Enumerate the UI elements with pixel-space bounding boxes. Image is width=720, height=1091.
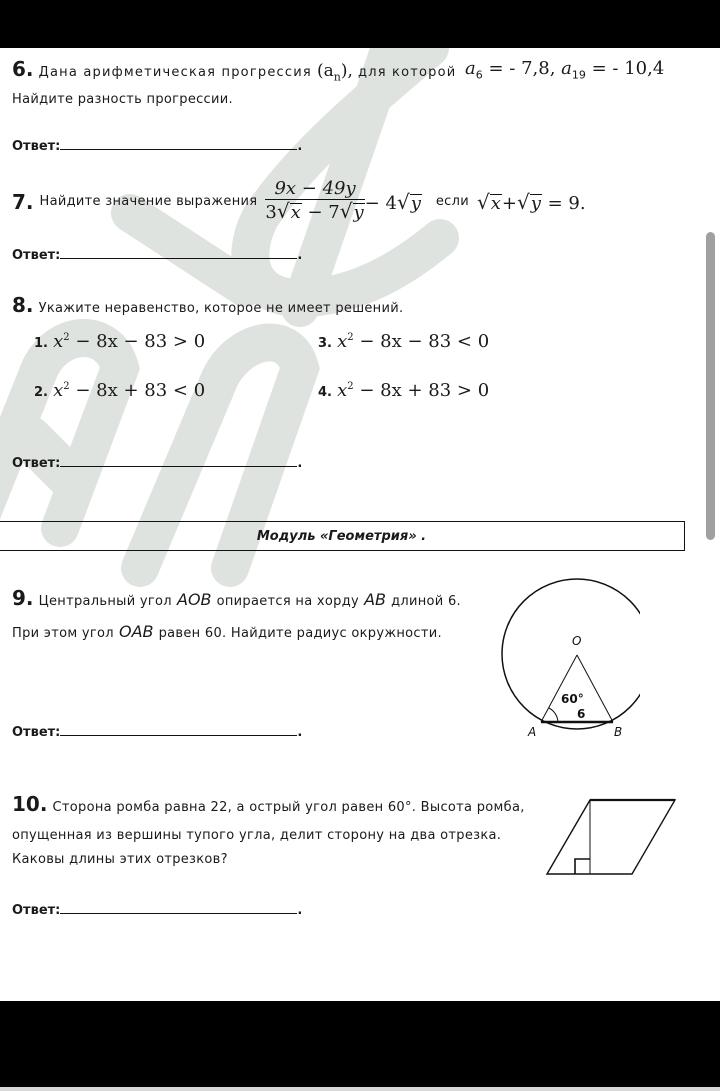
question-text: При этом угол	[12, 626, 114, 641]
option-rest: − 8x − 83 > 0	[69, 331, 206, 352]
question-text: Сторона ромба равна 22, а острый угол равен 60°. Высота ромба,	[52, 800, 525, 815]
question-10	[12, 792, 525, 816]
answer-label: Ответ:	[12, 139, 61, 154]
option-exponent: 2	[63, 381, 70, 392]
sequence-open: (a	[316, 61, 334, 81]
option-rest: − 8x − 83 < 0	[353, 331, 490, 352]
question-text: Укажите неравенство, которое не имеет решений.	[38, 301, 404, 316]
answer-line[interactable]	[60, 454, 297, 467]
answer-end: .	[297, 903, 303, 918]
answer-field-8[interactable]	[12, 454, 302, 471]
answer-field-7[interactable]	[12, 246, 302, 263]
option-var: x	[337, 380, 348, 401]
question-text-mid: для которой	[358, 65, 457, 80]
sequence-close: ),	[340, 61, 353, 81]
scrollbar-thumb[interactable]	[706, 232, 715, 540]
option-1[interactable]	[34, 331, 205, 352]
answer-end: .	[297, 139, 303, 154]
angle-oab: OAB	[119, 622, 154, 641]
circle-figure	[500, 576, 640, 738]
question-10-line2: опущенная из вершины тупого угла, делит сторону на два отрезка.	[12, 828, 502, 843]
answer-end: .	[297, 725, 303, 740]
cond-x: x	[490, 192, 501, 214]
term-a19: a	[561, 58, 572, 79]
question-text: опирается на хорду	[216, 594, 359, 609]
sequence-subscript: n	[333, 70, 341, 84]
option-2[interactable]	[34, 380, 205, 401]
circle	[502, 579, 640, 729]
question-number: 6.	[12, 57, 34, 81]
question-10-line3: Каковы длины этих отрезков?	[12, 852, 228, 867]
angle-aob: AOB	[177, 590, 212, 609]
answer-label: Ответ:	[12, 725, 61, 740]
answer-field-6[interactable]	[12, 137, 302, 154]
fraction-denominator	[265, 200, 364, 224]
fraction-expression	[265, 179, 364, 224]
answer-end: .	[297, 456, 303, 471]
option-number: 1.	[34, 336, 48, 351]
answer-line[interactable]	[60, 137, 297, 150]
question-8	[12, 293, 403, 317]
minus-term: − 4	[364, 192, 397, 214]
term-a19-value: = - 10,4	[585, 58, 665, 79]
sqrt-symbol: √	[516, 189, 530, 214]
question-7	[12, 179, 586, 224]
equals-9: = 9.	[541, 192, 586, 214]
radius-oa	[541, 655, 577, 722]
option-number: 3.	[318, 336, 332, 351]
option-3[interactable]	[318, 331, 489, 352]
term-a19-index: 19	[571, 68, 586, 82]
condition-word: если	[435, 194, 469, 209]
question-number: 8.	[12, 293, 34, 317]
expression-tail	[365, 190, 422, 214]
option-rest: − 8x + 83 > 0	[353, 380, 490, 401]
answer-label: Ответ:	[12, 903, 61, 918]
option-exponent: 2	[347, 332, 354, 343]
question-9	[12, 586, 461, 610]
bottom-strip	[0, 1087, 720, 1091]
term-a6-index: 6	[475, 68, 483, 82]
rhombus	[547, 800, 675, 874]
answer-line[interactable]	[60, 723, 297, 736]
question-text: равен 60. Найдите радиус окружности.	[158, 626, 442, 641]
question-number: 10.	[12, 792, 48, 816]
den-x: x	[290, 202, 301, 223]
angle-arc	[549, 708, 558, 722]
question-number: 9.	[12, 586, 34, 610]
label-b: B	[614, 725, 623, 738]
fraction-numerator: 9x − 49y	[265, 179, 364, 200]
module-title: Модуль «Геометрия» .	[256, 528, 427, 544]
option-rest: − 8x + 83 < 0	[69, 380, 206, 401]
condition-expression	[477, 190, 586, 214]
answer-line[interactable]	[60, 901, 297, 914]
option-exponent: 2	[63, 332, 70, 343]
question-text: Найдите значение выражения	[39, 194, 258, 209]
option-var: x	[337, 331, 348, 352]
option-var: x	[53, 380, 64, 401]
den-coef: 3	[265, 202, 277, 223]
option-4[interactable]	[318, 380, 489, 401]
sqrt-symbol: √	[339, 199, 353, 223]
label-side: 6	[577, 707, 586, 721]
chord-ab: AB	[364, 590, 386, 609]
sqrt-symbol: √	[476, 189, 490, 214]
term-a6-value: = - 7,8,	[482, 58, 556, 79]
sqrt-y: y	[410, 192, 421, 214]
option-number: 4.	[318, 385, 332, 400]
worksheet-page	[0, 48, 720, 1001]
answer-line[interactable]	[60, 246, 297, 259]
question-6	[12, 57, 456, 83]
label-angle: 60°	[561, 692, 584, 706]
question-9-line2	[12, 622, 442, 641]
question-6-conditions	[465, 58, 664, 82]
question-6-line2: Найдите разность прогрессии.	[12, 92, 233, 107]
sqrt-symbol: √	[396, 189, 410, 214]
den-mid: − 7	[301, 202, 340, 223]
rhombus-figure	[544, 798, 679, 878]
cond-y: y	[530, 192, 541, 214]
answer-label: Ответ:	[12, 248, 61, 263]
answer-field-9[interactable]	[12, 723, 302, 740]
answer-end: .	[297, 248, 303, 263]
module-header	[0, 521, 685, 551]
question-number: 7.	[12, 189, 34, 214]
question-text: Дана арифметическая прогрессия	[38, 65, 312, 80]
bottom-navigation-bar	[0, 1001, 720, 1091]
sqrt-symbol: √	[276, 199, 290, 223]
option-exponent: 2	[347, 381, 354, 392]
label-o: O	[572, 634, 582, 648]
right-angle-mark	[575, 859, 590, 874]
answer-field-10[interactable]	[12, 901, 302, 918]
question-text: Центральный угол	[38, 594, 172, 609]
label-a: A	[528, 725, 537, 738]
answer-label: Ответ:	[12, 456, 61, 471]
term-a6: a	[465, 58, 476, 79]
option-number: 2.	[34, 385, 48, 400]
question-text: длиной 6.	[391, 594, 461, 609]
plus-sign: +	[501, 192, 517, 214]
option-var: x	[53, 331, 64, 352]
den-y: y	[353, 202, 364, 223]
top-status-bar	[0, 0, 720, 48]
